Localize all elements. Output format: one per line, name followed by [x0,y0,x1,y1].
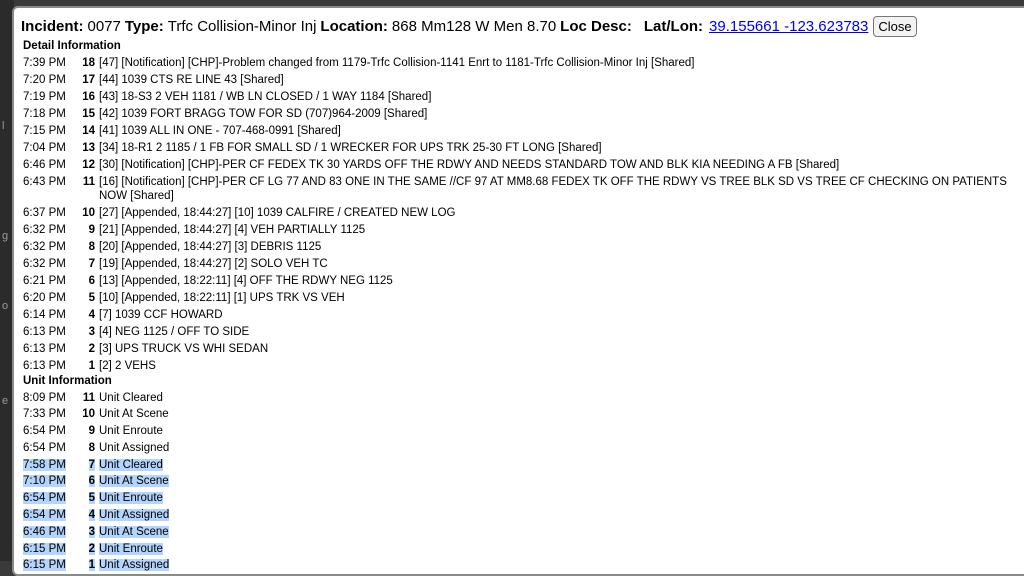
row-time: 6:13 PM [23,359,66,372]
table-row [21,255,1024,272]
row-time: 6:54 PM [23,425,66,438]
row-text: [34] 18-R1 2 1185 / 1 FB FOR SMALL SD / 1 WRECKER FOR UPS TRK 25-30 FT LONG [Shared] [99,141,602,154]
row-number: 3 [88,325,95,338]
row-number: 12 [82,158,95,171]
selection-highlight: 2 [88,542,95,555]
row-time: 6:46 PM [23,158,66,171]
row-time [21,458,79,472]
row-time: 6:13 PM [23,342,66,355]
row-number [79,542,95,556]
unit-list [21,389,1024,574]
row-time: 6:37 PM [23,206,66,219]
table-row [21,557,1024,574]
selection-highlight: Unit At Scene [99,475,169,488]
row-number: 17 [82,73,95,86]
table-row [21,105,1024,122]
selection-highlight: 7:10 PM [23,475,66,488]
row-text [99,458,1024,472]
row-text [99,542,1024,556]
table-row [21,306,1024,323]
row-time [21,508,79,522]
background-text-fragment: o [2,300,9,312]
location-value: 868 Mm128 W Men 8.70 [391,17,557,35]
row-text [99,474,1024,488]
row-text: [3] UPS TRUCK VS WHI SEDAN [99,342,269,355]
latlon-label: Lat/Lon: [643,17,704,35]
row-time: 7:18 PM [23,107,66,120]
table-row [21,439,1024,456]
row-text: [10] [Appended, 18:22:11] [1] UPS TRK VS VEH [99,291,345,304]
table-row [21,272,1024,289]
incident-number: 0077 [87,17,121,35]
row-text: Unit Enroute [99,425,163,438]
detail-list [21,54,1024,374]
row-time: 7:20 PM [23,73,66,86]
row-text: [20] [Appended, 18:44:27] [3] DEBRIS 1125 [99,240,322,253]
row-time: 7:19 PM [23,90,66,103]
table-row [21,389,1024,406]
table-row [21,173,1024,204]
row-time [21,491,79,505]
background-text-fragment: g [2,230,9,242]
row-time: 6:32 PM [23,257,66,270]
row-number: 8 [88,441,95,454]
type-label: Type: [124,17,164,35]
selection-highlight: 6:54 PM [23,509,66,522]
row-number: 9 [88,223,95,236]
selection-highlight: 5 [88,492,95,505]
row-number: 10 [82,206,95,219]
row-text: [19] [Appended, 18:44:27] [2] SOLO VEH TC [99,257,328,270]
latlon-link[interactable]: 39.155661 -123.623783 [709,17,869,35]
row-number: 15 [82,107,95,120]
selection-highlight: Unit Assigned [99,559,170,572]
location-label: Location: [320,17,388,35]
selection-highlight: Unit Cleared [99,458,163,471]
row-time: 7:15 PM [23,124,66,137]
table-row [21,507,1024,524]
row-number: 11 [82,391,95,404]
table-row [21,156,1024,173]
row-time: 6:32 PM [23,223,66,236]
row-number [79,508,95,522]
row-number: 6 [88,274,95,287]
row-number [79,474,95,488]
row-number: 5 [88,291,95,304]
row-text: [27] [Appended, 18:44:27] [10] 1039 CALFIRE / CREATED NEW LOG [99,206,456,219]
row-number [79,491,95,505]
table-row [21,540,1024,557]
row-number: 9 [88,425,95,438]
row-number: 7 [88,257,95,270]
selection-highlight: 4 [88,509,95,522]
row-time: 6:20 PM [23,291,66,304]
row-text: Unit Cleared [99,391,163,404]
table-row [21,139,1024,156]
selection-highlight: Unit Enroute [99,492,163,505]
row-time [21,474,79,488]
row-number: 10 [82,408,95,421]
table-row [21,289,1024,306]
row-time: 6:21 PM [23,274,66,287]
table-row [21,473,1024,490]
row-number: 11 [82,175,95,188]
row-text: Unit Assigned [99,441,170,454]
selection-highlight: Unit Assigned [99,509,170,522]
row-time: 6:14 PM [23,308,66,321]
selection-highlight: Unit Enroute [99,542,163,555]
row-time [21,542,79,556]
row-time: 7:39 PM [23,56,66,69]
row-number: 2 [88,342,95,355]
row-time: 6:13 PM [23,325,66,338]
row-text: [47] [Notification] [CHP]-Problem changed from 1179-Trfc Collision-1141 Enrt to 1181-Trfc Collision-Minor Inj [Shared] [99,56,695,69]
row-time: 6:54 PM [23,441,66,454]
selection-highlight: 3 [88,525,95,538]
selection-highlight: 7 [88,458,95,471]
row-text [99,491,1024,505]
table-row [21,357,1024,374]
row-time: 8:09 PM [23,391,66,404]
table-row [21,221,1024,238]
type-value: Trfc Collision-Minor Inj [167,17,317,35]
table-row [21,122,1024,139]
row-text: [16] [Notification] [CHP]-PER CF LG 77 AND 83 ONE IN THE SAME //CF 97 AT MM8.68 FEDEX TK OFF THE RDWY VS TREE BLK SD VS TREE CF CHECKING ON PATIENTS NOW [Shared] [99,175,1007,202]
incident-label: Incident: [21,17,84,35]
row-text: [13] [Appended, 18:22:11] [4] OFF THE RDWY NEG 1125 [99,274,393,287]
table-row [21,54,1024,71]
incident-content [21,39,1024,574]
row-number: 8 [88,240,95,253]
row-number: 18 [82,56,95,69]
table-row [21,423,1024,440]
background-text-fragment: e [2,395,9,407]
table-row [21,490,1024,507]
incident-detail-panel [12,6,1024,576]
selection-highlight: 7:58 PM [23,458,66,471]
table-row [21,204,1024,221]
selection-highlight: 6:15 PM [23,559,66,572]
row-number: 14 [82,124,95,137]
selection-highlight: 6:15 PM [23,542,66,555]
row-text: [2] 2 VEHS [99,359,156,372]
row-text [99,508,1024,522]
row-text: [43] 18-S3 2 VEH 1181 / WB LN CLOSED / 1 WAY 1184 [Shared] [99,90,432,103]
table-row [21,456,1024,473]
row-text: [30] [Notification] [CHP]-PER CF FEDEX TK 30 YARDS OFF THE RDWY AND NEEDS STANDARD TOW AND BLK KIA NEEDING A FB [Shared] [99,158,840,171]
row-number [79,458,95,472]
row-text: [41] 1039 ALL IN ONE - 707-468-0991 [Shared] [99,124,341,137]
row-time: 7:04 PM [23,141,66,154]
table-row [21,88,1024,105]
incident-header [21,15,917,37]
row-time: 6:43 PM [23,175,66,188]
row-number: 4 [88,308,95,321]
row-number: 13 [82,141,95,154]
row-text: [44] 1039 CTS RE LINE 43 [Shared] [99,73,284,86]
row-time: 6:32 PM [23,240,66,253]
selection-highlight: Unit At Scene [99,525,169,538]
row-number: 1 [88,359,95,372]
close-button[interactable]: Close [873,16,916,37]
selection-highlight: 6:46 PM [23,525,66,538]
loc-desc-label: Loc Desc: [560,17,632,35]
table-row [21,523,1024,540]
table-row [21,238,1024,255]
selection-highlight: 6 [88,475,95,488]
row-number [79,525,95,539]
table-row [21,406,1024,423]
selection-highlight: 6:54 PM [23,492,66,505]
row-text: [21] [Appended, 18:44:27] [4] VEH PARTIALLY 1125 [99,223,366,236]
selection-highlight: 1 [88,559,95,572]
row-text [99,525,1024,539]
row-text: [42] 1039 FORT BRAGG TOW FOR SD (707)964-2009 [Shared] [99,107,428,120]
table-row [21,340,1024,357]
row-text: [7] 1039 CCF HOWARD [99,308,223,321]
detail-section-title: Detail Information [23,40,121,52]
table-row [21,71,1024,88]
table-row [21,323,1024,340]
row-number: 16 [82,90,95,103]
row-time: 7:33 PM [23,408,66,421]
unit-section-title: Unit Information [23,375,112,387]
row-time [21,525,79,539]
row-text: [4] NEG 1125 / OFF TO SIDE [99,325,250,338]
background-text-fragment: l [2,120,5,132]
row-text: Unit At Scene [99,408,169,421]
